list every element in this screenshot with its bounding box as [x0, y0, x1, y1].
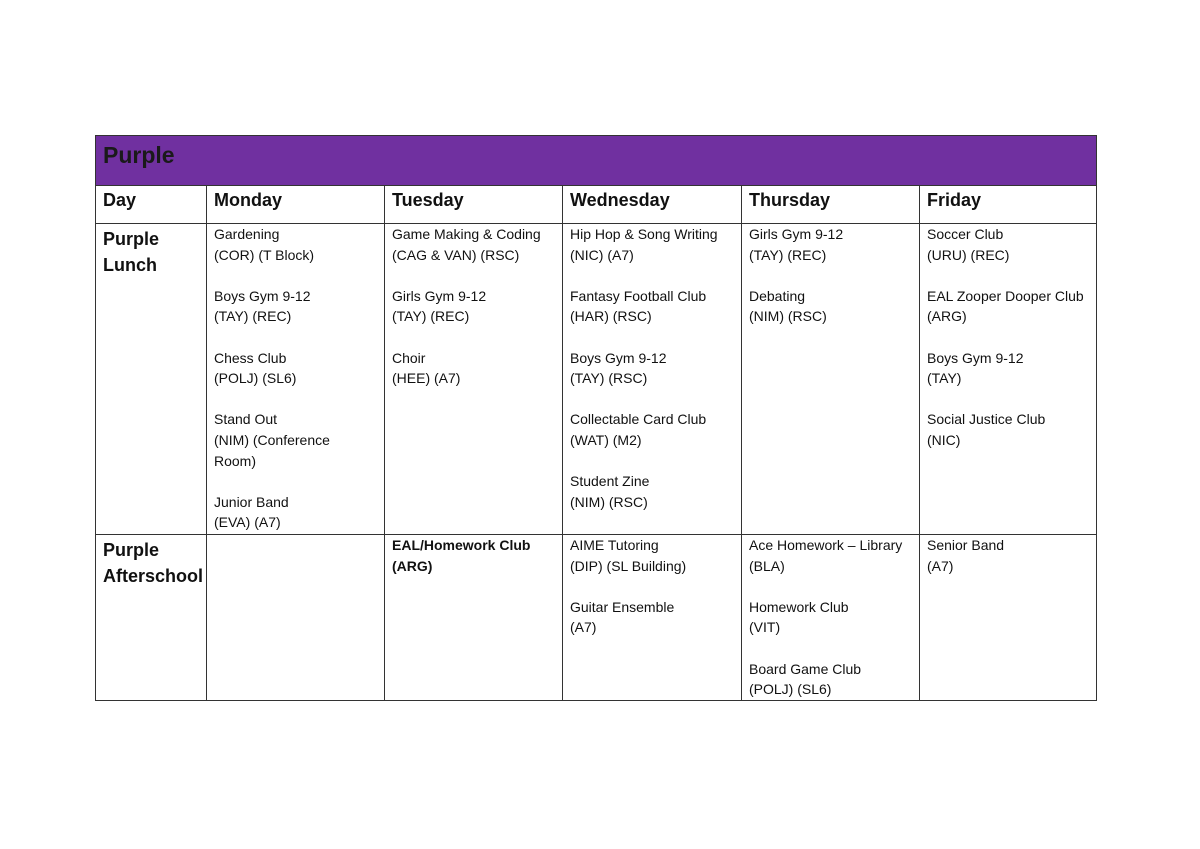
activity-entry — [214, 409, 377, 471]
header-wednesday: Wednesday — [563, 186, 742, 224]
activity-entry — [927, 348, 1089, 389]
row-label-line: Afterschool — [103, 566, 204, 586]
activity-entry — [570, 471, 734, 512]
activity-name: Ace Homework – Library — [749, 537, 903, 553]
cell-afterschool-wednesday — [563, 535, 742, 701]
activity-name: Boys Gym 9-12 — [927, 349, 1024, 366]
activity-entry — [570, 409, 734, 450]
activity-name: Girls Gym 9-12 — [392, 287, 487, 304]
activity-details: (A7) — [570, 619, 597, 636]
cell-lunch-wednesday — [563, 224, 742, 535]
activity-name: Stand Out — [214, 411, 278, 428]
activity-name: Debating — [749, 287, 806, 304]
activity-details: (NIC) (A7) — [570, 246, 634, 263]
activity-details: (NIM) (RSC) — [749, 308, 827, 325]
activity-name: Soccer Club — [927, 226, 1004, 242]
activity-name: Hip Hop & Song Writing — [570, 226, 718, 242]
activity-entry — [749, 535, 912, 576]
activity-details: (TAY) (REC) — [392, 308, 470, 325]
activity-name: Senior Band — [927, 537, 1005, 553]
header-friday: Friday — [920, 186, 1097, 224]
activity-name: Gardening — [214, 226, 280, 242]
activity-details: (WAT) (M2) — [570, 431, 642, 448]
activity-details: (ARG) — [392, 557, 433, 574]
activity-details: (HAR) (RSC) — [570, 308, 652, 325]
activity-details: (CAG & VAN) (RSC) — [392, 246, 520, 263]
activity-details: (POLJ) (SL6) — [214, 370, 297, 387]
activity-name: Board Game Club — [749, 660, 862, 677]
activity-details: (COR) (T Block) — [214, 246, 315, 263]
activity-name: Fantasy Football Club — [570, 287, 707, 304]
activity-entry — [392, 224, 555, 265]
cell-lunch-thursday — [742, 224, 920, 535]
activity-name: Guitar Ensemble — [570, 598, 675, 615]
activity-name: Student Zine — [570, 473, 650, 490]
activity-details: (NIM) (Conference — [214, 431, 330, 448]
header-monday: Monday — [207, 186, 385, 224]
title-row — [96, 136, 1097, 186]
activity-entry — [214, 224, 377, 265]
activity-details: (TAY) (REC) — [214, 308, 292, 325]
activity-entry — [927, 224, 1089, 265]
activity-details: (POLJ) (SL6) — [749, 681, 832, 698]
activity-entry — [570, 348, 734, 389]
activity-entry — [570, 224, 734, 265]
activity-name: EAL/Homework Club — [392, 537, 531, 553]
cell-afterschool-friday — [920, 535, 1097, 701]
row-label-lunch — [96, 224, 207, 535]
activity-details: (DIP) (SL Building) — [570, 557, 687, 574]
row-label-line: Purple — [103, 229, 160, 249]
activity-details: Room) — [214, 452, 257, 469]
activity-details: (EVA) (A7) — [214, 514, 281, 531]
activity-name: Junior Band — [214, 493, 289, 510]
activity-details: (VIT) — [749, 619, 781, 636]
activity-details: (NIC) — [927, 431, 961, 448]
cell-lunch-tuesday — [385, 224, 563, 535]
activity-details: (BLA) — [749, 557, 785, 574]
activity-name: AIME Tutoring — [570, 537, 659, 553]
header-tuesday: Tuesday — [385, 186, 563, 224]
purple-schedule-table — [95, 135, 1097, 701]
cell-afterschool-monday — [207, 535, 385, 701]
cell-lunch-friday — [920, 224, 1097, 535]
activity-name: Collectable Card Club — [570, 411, 707, 428]
cell-lunch-monday — [207, 224, 385, 535]
activity-name: Social Justice Club — [927, 411, 1046, 428]
header-thursday: Thursday — [742, 186, 920, 224]
activity-name: Game Making & Coding — [392, 226, 541, 242]
activity-entry — [749, 286, 912, 327]
activity-entry — [214, 286, 377, 327]
activity-details: (A7) — [927, 557, 954, 574]
activity-entry — [214, 348, 377, 389]
activity-entry — [927, 409, 1089, 450]
activity-entry — [570, 597, 734, 638]
activity-name: Choir — [392, 349, 426, 366]
activity-entry — [927, 535, 1089, 576]
activity-details: (TAY) (REC) — [749, 246, 827, 263]
activity-details: (TAY) (RSC) — [570, 370, 648, 387]
activity-entry — [749, 597, 912, 638]
table-title: Purple — [96, 136, 1097, 186]
activity-name: EAL Zooper Dooper Club — [927, 287, 1084, 304]
row-label-line: Lunch — [103, 255, 157, 275]
activity-details: (HEE) (A7) — [392, 370, 461, 387]
activity-entry — [392, 348, 555, 389]
activity-entry — [392, 535, 555, 576]
activity-details: (NIM) (RSC) — [570, 493, 648, 510]
activity-name: Boys Gym 9-12 — [214, 287, 311, 304]
activity-name: Chess Club — [214, 349, 287, 366]
activity-entry — [392, 286, 555, 327]
row-purple-lunch — [96, 224, 1097, 535]
activity-entry — [214, 492, 377, 533]
activity-details: (URU) (REC) — [927, 246, 1010, 263]
activity-details: (ARG) — [927, 308, 967, 325]
cell-afterschool-tuesday — [385, 535, 563, 701]
header-row — [96, 186, 1097, 224]
activity-entry — [570, 286, 734, 327]
cell-afterschool-thursday — [742, 535, 920, 701]
activity-name: Homework Club — [749, 598, 849, 615]
activity-entry — [749, 224, 912, 265]
row-label-line: Purple — [103, 540, 160, 560]
activity-name: Girls Gym 9-12 — [749, 226, 844, 242]
activity-name: Boys Gym 9-12 — [570, 349, 667, 366]
activity-details: (TAY) — [927, 370, 962, 387]
row-purple-afterschool — [96, 535, 1097, 701]
activity-entry — [927, 286, 1089, 327]
row-label-afterschool — [96, 535, 207, 701]
header-day: Day — [96, 186, 207, 224]
activity-entry — [749, 659, 912, 700]
activity-entry — [570, 535, 734, 576]
